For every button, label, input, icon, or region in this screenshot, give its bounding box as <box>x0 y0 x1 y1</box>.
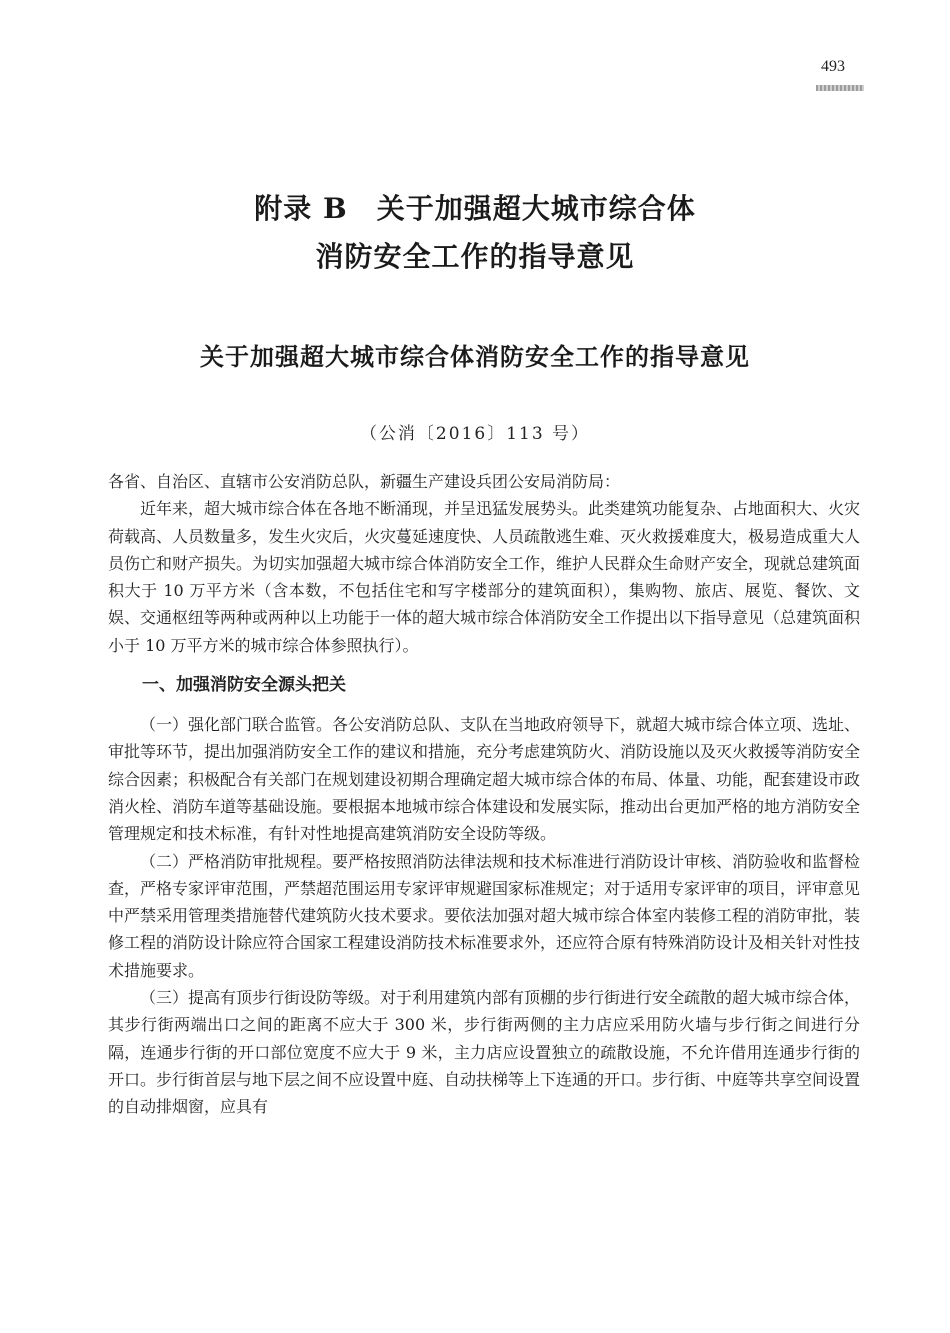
intro-paragraph: 近年来，超大城市综合体在各地不断涌现，并呈迅猛发展势头。此类建筑功能复杂、占地面积大、火灾荷载高、人员数量多，发生火灾后，火灾蔓延速度快、人员疏散逃生难、灭火救援难度大，极易造成重大人员伤亡和财产损失。为切实加强超大城市综合体消防安全工作，维护人民群众生命财产安全，现就总建筑面积大于 10 万平方米（含本数，不包括住宅和写字楼部分的建筑面积），集购物、旅店、展览、餐饮、文娱、交通枢纽等两种或两种以上功能于一体的超大城市综合体消防安全工作提出以下指导意见（总建筑面积小于 10 万平方米的城市综合体参照执行）。 <box>108 499 861 655</box>
appendix-title <box>0 185 950 281</box>
body-text <box>108 468 860 1121</box>
appendix-title-line-2: 消防安全工作的指导意见 <box>315 240 635 273</box>
page-number: 493 <box>821 58 845 75</box>
salutation: 各省、自治区、直辖市公安消防总队，新疆生产建设兵团公安局消防局： <box>108 472 621 491</box>
section-heading: 一、加强消防安全源头把关 <box>142 675 346 696</box>
section-paragraph-3: （三）提高有顶步行街设防等级。对于利用建筑内部有顶棚的步行街进行安全疏散的超大城市综合体，其步行街两端出口之间的距离不应大于 300 米，步行街两侧的主力店应采用防火墙与步行街之间进行分隔，连通步行街的开口部位宽度不应大于 9 米，主力店应设置独立的疏散设施，不允许借用连通步行街的开口。步行街首层与地下层之间不应设置中庭、自动扶梯等上下连通的开口。步行街、中庭等共享空间设置的自动排烟窗，应具有 <box>108 988 861 1117</box>
page-number-rule <box>816 85 864 91</box>
section-paragraph-2: （二）严格消防审批规程。要严格按照消防法律法规和技术标准进行消防设计审核、消防验收和监督检查，严格专家评审范围，严禁超范围运用专家评审规避国家标准规定；对于适用专家评审的项目，评审意见中严禁采用管理类措施替代建筑防火技术要求。要依法加强对超大城市综合体室内装修工程的消防审批，装修工程的消防设计除应符合国家工程建设消防技术标准要求外，还应符合原有特殊消防设计及相关针对性技术措施要求。 <box>108 851 861 980</box>
appendix-title-line-1: 附录 B 关于加强超大城市综合体 <box>254 192 696 225</box>
document-number: （公消〔2016〕113 号） <box>359 424 591 444</box>
section-paragraph-1: （一）强化部门联合监管。各公安消防总队、支队在当地政府领导下，就超大城市综合体立项、选址、审批等环节，提出加强消防安全工作的建议和措施，充分考虑建筑防火、消防设施以及灭火救援等消防安全综合因素；积极配合有关部门在规划建设初期合理确定超大城市综合体的布局、体量、功能，配套建设市政消火栓、消防车道等基础设施。要根据本地城市综合体建设和发展实际，推动出台更加严格的地方消防安全管理规定和技术标准，有针对性地提高建筑消防安全设防等级。 <box>108 715 861 844</box>
document-title: 关于加强超大城市综合体消防安全工作的指导意见 <box>200 343 750 371</box>
